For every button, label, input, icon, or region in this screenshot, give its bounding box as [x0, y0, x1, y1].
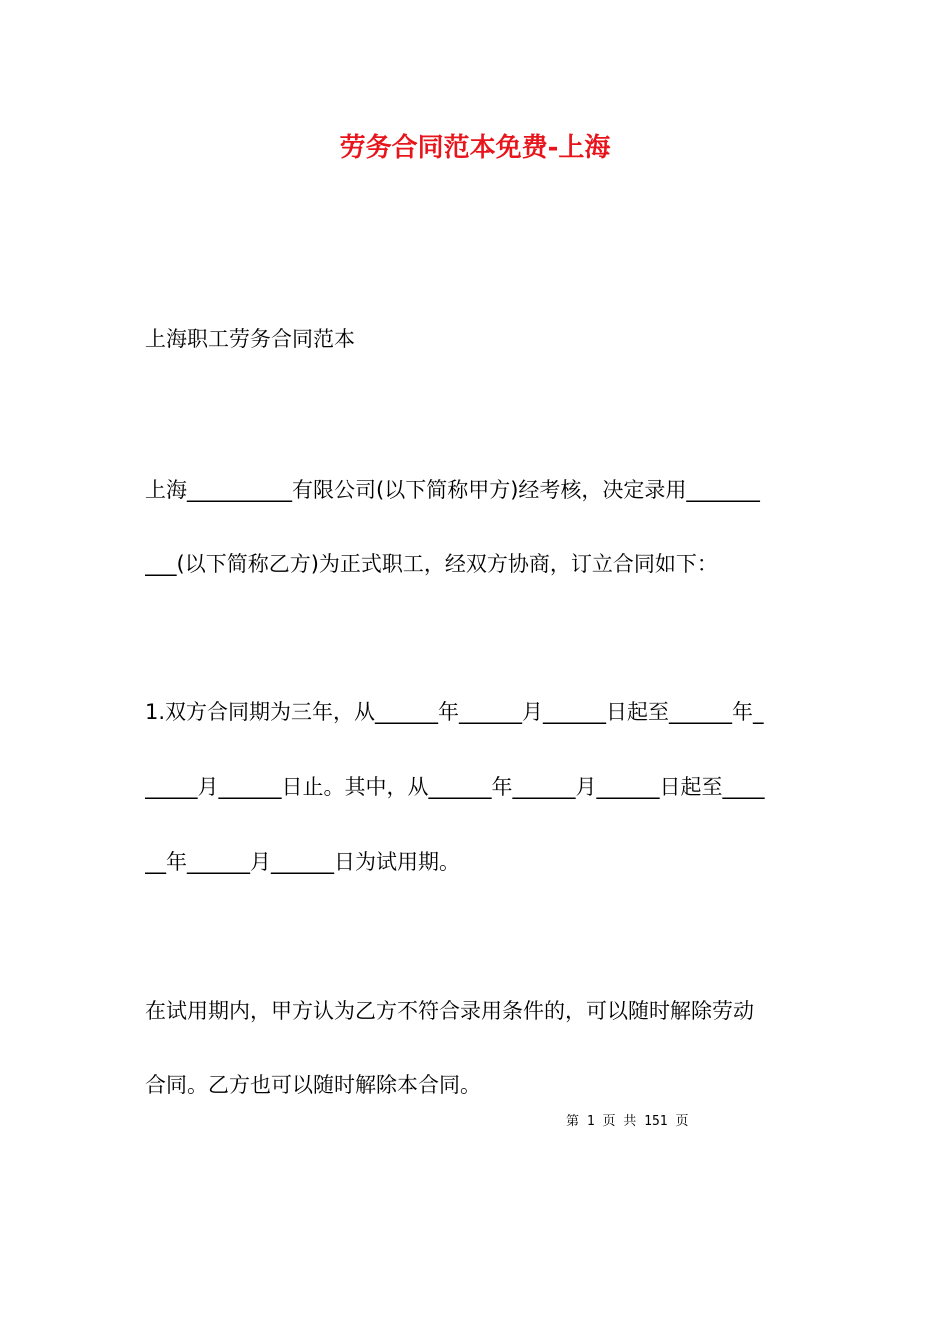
paragraph-line: _____月______日止。其中，从______年______月______日起至____: [145, 775, 765, 799]
paragraph-line: ___(以下简称乙方)为正式职工，经双方协商，订立合同如下：: [145, 552, 718, 576]
document-subtitle: 上海职工劳务合同范本: [145, 327, 355, 351]
paragraph-line: 合同。乙方也可以随时解除本合同。: [145, 1073, 481, 1097]
document-title: 劳务合同范本免费-上海: [339, 133, 611, 163]
paragraph-line: 在试用期内，甲方认为乙方不符合录用条件的，可以随时解除劳动: [145, 999, 754, 1023]
paragraph-line: 1.双方合同期为三年，从______年______月______日起至______年_: [145, 700, 764, 724]
paragraph-line: 上海__________有限公司(以下简称甲方)经考核，决定录用_______: [145, 478, 760, 502]
paragraph-line: __年______月______日为试用期。: [145, 850, 460, 874]
page-number: 第 1 页 共 151 页: [566, 1114, 689, 1129]
